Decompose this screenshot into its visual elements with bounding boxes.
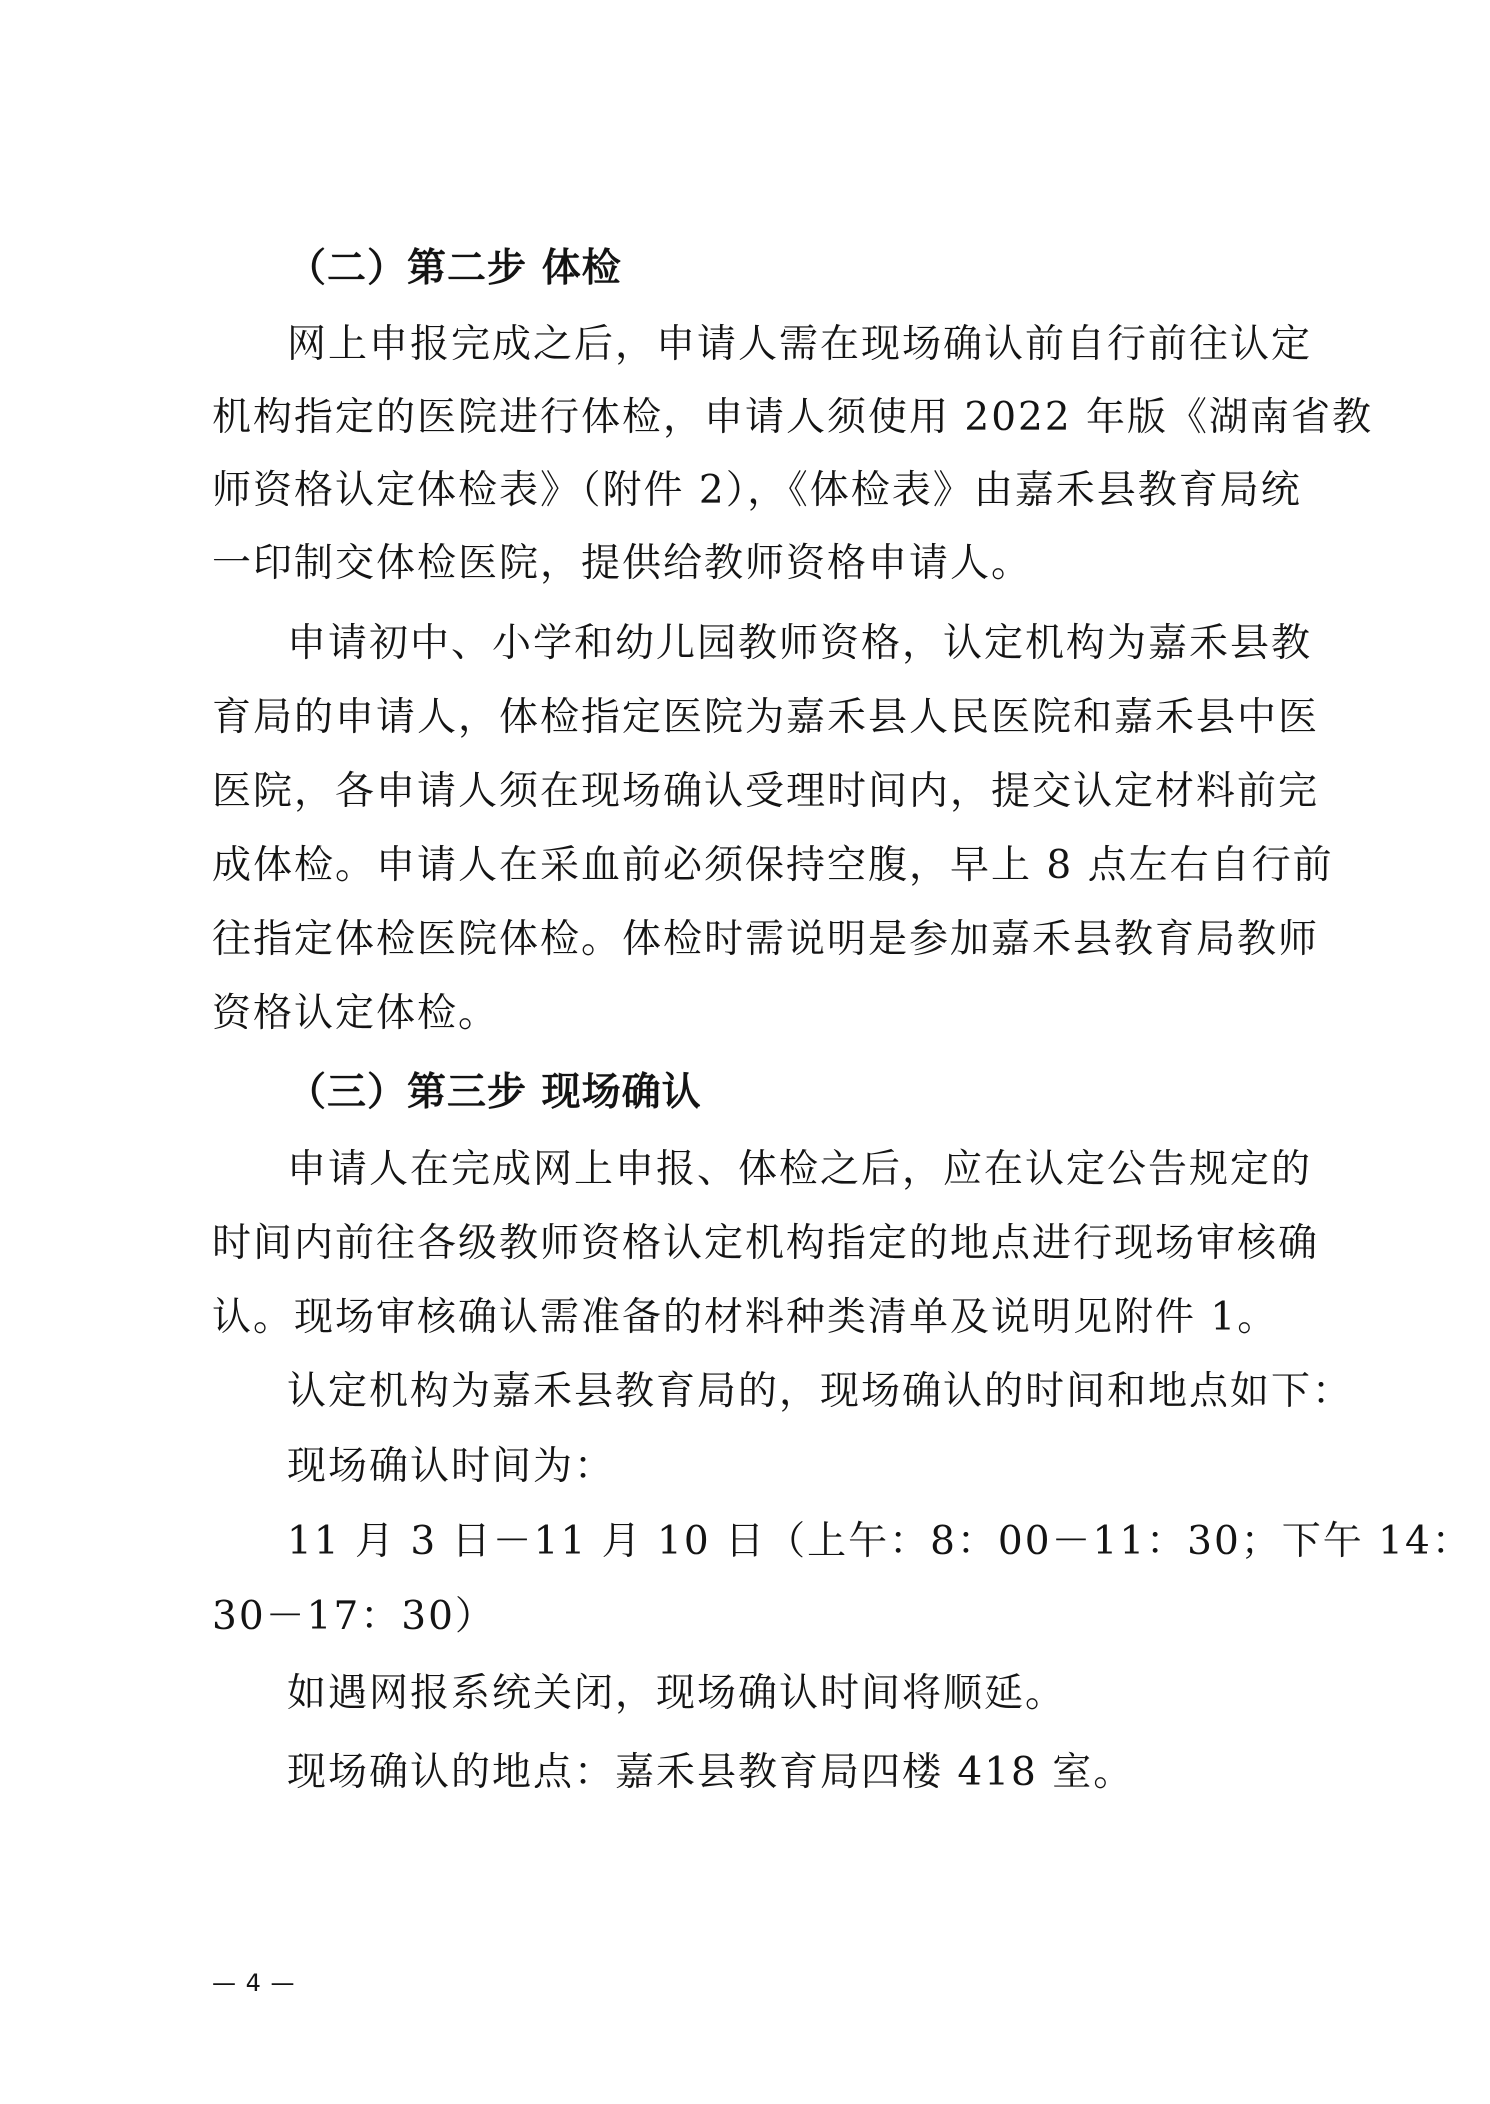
paragraph-line: 网上申报完成之后，申请人需在现场确认前自行前往认定	[287, 322, 1313, 367]
paragraph-line: 认定机构为嘉禾县教育局的，现场确认的时间和地点如下：	[287, 1369, 1354, 1414]
time-range-line: 11 月 3 日－11 月 10 日（上午：8：00－11：30；下午 14：	[287, 1519, 1473, 1564]
paragraph-line: 申请初中、小学和幼儿园教师资格，认定机构为嘉禾县教	[287, 621, 1313, 666]
paragraph-line: 机构指定的医院进行体检，申请人须使用 2022 年版《湖南省教	[212, 395, 1374, 440]
paragraph-line: 育局的申请人，体检指定医院为嘉禾县人民医院和嘉禾县中医	[212, 695, 1320, 740]
location-line: 现场确认的地点：嘉禾县教育局四楼 418 室。	[287, 1750, 1135, 1795]
paragraph-line: 申请人在完成网上申报、体检之后，应在认定公告规定的	[287, 1147, 1313, 1192]
paragraph-line: 时间内前往各级教师资格认定机构指定的地点进行现场审核确	[212, 1221, 1320, 1266]
paragraph-line: 医院，各申请人须在现场确认受理时间内，提交认定材料前完	[212, 769, 1320, 814]
paragraph-line: 成体检。申请人在采血前必须保持空腹，早上 8 点左右自行前	[212, 843, 1334, 888]
paragraph-line: 资格认定体检。	[212, 991, 500, 1036]
paragraph-line: 认。现场审核确认需准备的材料种类清单及说明见附件 1。	[212, 1295, 1279, 1340]
delay-note: 如遇网报系统关闭，现场确认时间将顺延。	[287, 1671, 1067, 1716]
paragraph-line: 往指定体检医院体检。体检时需说明是参加嘉禾县教育局教师	[212, 917, 1320, 962]
section-heading-onsite-confirmation: （三）第三步 现场确认	[287, 1070, 702, 1115]
time-range-line: 30－17：30）	[212, 1594, 496, 1639]
section-heading-physical-exam: （二）第二步 体检	[287, 246, 622, 291]
time-label: 现场确认时间为：	[287, 1444, 616, 1489]
paragraph-line: 一印制交体检医院，提供给教师资格申请人。	[212, 541, 1033, 586]
paragraph-line: 师资格认定体检表》（附件 2），《体检表》由嘉禾县教育局统	[212, 468, 1302, 513]
page-number: — 4 —	[212, 1969, 296, 1997]
